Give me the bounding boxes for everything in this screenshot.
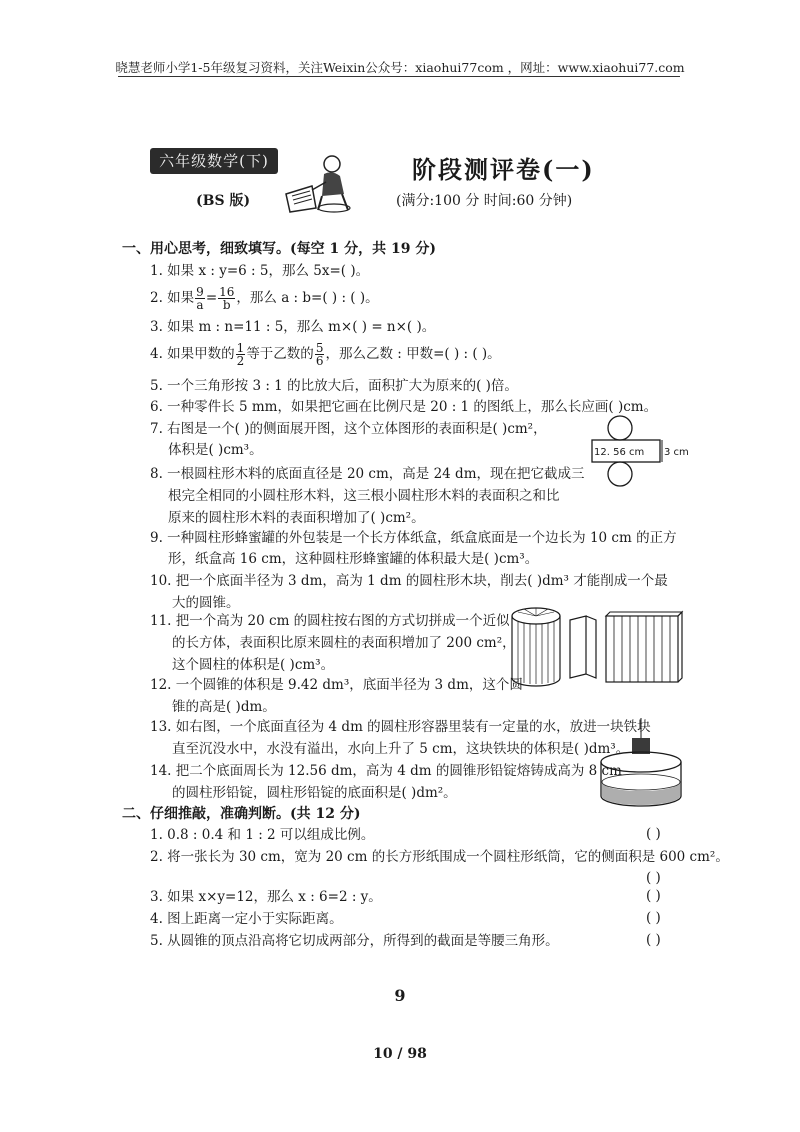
question-8-line-1: 8. 一根圆柱形木料的底面直径是 20 cm，高是 24 dm，现在把它截成三	[150, 466, 585, 482]
header-divider	[118, 76, 680, 77]
edition-label: (BS 版)	[196, 193, 251, 209]
judgement-3: 3. 如果 x×y=12，那么 x : 6=2 : y。	[150, 889, 382, 905]
question-10-line-1: 10. 把一个底面半径为 3 dm，高为 1 dm 的圆柱形木块，削去( )dm³ 才能削成一个最	[150, 573, 668, 589]
question-13-line-2: 直至沉没水中，水没有溢出，水向上升了 5 cm，这块铁块的体积是( )dm³。	[172, 741, 630, 757]
question-7-line-1: 7. 右图是一个( )的侧面展开图，这个立体图形的表面积是( )cm²，	[150, 421, 547, 437]
question-5: 5. 一个三角形按 3 : 1 的比放大后，面积扩大为原来的( )倍。	[150, 378, 518, 394]
net-bottom-circle	[608, 462, 632, 486]
judgement-5-answer-blank[interactable]: ( )	[646, 932, 661, 948]
question-4-text-b: 等于乙数的	[246, 346, 314, 362]
judgement-3-answer-blank[interactable]: ( )	[646, 888, 661, 904]
question-4-text-a: 4. 如果甲数的	[150, 346, 235, 362]
cylinder-net-figure	[580, 415, 690, 501]
net-top-circle	[608, 416, 632, 440]
question-12-line-2: 锥的高是( )dm。	[172, 699, 276, 715]
question-7-line-2: 体积是( )cm³。	[168, 442, 263, 458]
judgement-2: 2. 将一张长为 30 cm，宽为 20 cm 的长方形纸围成一个圆柱形纸筒，它的侧面积是 600 cm²。	[150, 849, 729, 865]
judgement-1-answer-blank[interactable]: ( )	[646, 826, 661, 842]
cylinder-cut-figure	[508, 604, 688, 690]
question-2-text-a: 2. 如果	[150, 290, 195, 306]
reading-figure-illustration	[282, 150, 362, 214]
question-6: 6. 一种零件长 5 mm，如果把它画在比例尺是 20 : 1 的图纸上，那么长应画( )cm。	[150, 399, 658, 415]
exam-title: 阶段测评卷(一)	[412, 155, 595, 184]
question-11-line-2: 的长方体，表面积比原来圆柱的表面积增加了 200 cm²，	[172, 635, 516, 651]
judgement-1: 1. 0.8 : 0.4 和 1 : 2 可以组成比例。	[150, 827, 375, 843]
question-4	[150, 342, 501, 367]
question-2: 2. 如果 $\frac{9}{a}$ = $\frac{16}{b}$ ，那么 a : b=( ) : ( )。	[150, 285, 379, 312]
fraction-16-over-b: $\frac{16}{b}$	[219, 285, 235, 312]
question-11-line-1: 11. 把一个高为 20 cm 的圆柱按右图的方式切拼成一个近似	[150, 613, 510, 629]
score-and-time: (满分:100 分 时间:60 分钟)	[396, 193, 573, 209]
question-12-line-1: 12. 一个圆锥的体积是 9.42 dm³，底面半径为 3 dm，这个圆	[150, 677, 523, 693]
net-width-label: 12. 56 cm	[594, 447, 645, 458]
question-10-line-2: 大的圆锥。	[172, 595, 240, 611]
fraction-five-sixths: $\frac{5}{6}$	[315, 341, 324, 368]
judgement-2-answer-blank[interactable]: ( )	[646, 870, 661, 886]
question-9-line-1: 9. 一种圆柱形蜂蜜罐的外包装是一个长方体纸盒，纸盒底面是一个边长为 10 cm 的正方	[150, 530, 677, 546]
page-number: 9	[394, 986, 406, 1005]
grade-badge: 六年级数学(下)	[150, 148, 278, 174]
section-1-heading: 一、用心思考，细致填写。(每空 1 分，共 19 分)	[122, 241, 436, 257]
judgement-4: 4. 图上距离一定小于实际距离。	[150, 911, 343, 927]
question-9-line-2: 形，纸盒高 16 cm，这种圆柱形蜂蜜罐的体积最大是( )cm³。	[168, 551, 539, 567]
judgement-5: 5. 从圆锥的顶点沿高将它切成两部分，所得到的截面是等腰三角形。	[150, 933, 559, 949]
site-banner: 晓慧老师小学1-5年级复习资料，关注Weixin公众号：xiaohui77com ，网址：www.xiaohui77.com	[115, 60, 685, 75]
judgement-4-answer-blank[interactable]: ( )	[646, 910, 661, 926]
question-2-text-b: ，那么 a : b=( ) : ( )。	[236, 290, 379, 306]
section-2-heading: 二、仔细推敲，准确判断。(共 12 分)	[122, 806, 361, 822]
question-1: 1. 如果 x : y=6 : 5，那么 5x=( )。	[150, 263, 370, 279]
question-8-line-3: 原来的圆柱形木料的表面积增加了( )cm²。	[168, 510, 425, 526]
question-8-line-2: 根完全相同的小圆柱形木料，这三根小圆柱形木料的表面积之和比	[168, 488, 560, 504]
question-14-line-2: 的圆柱形铅锭，圆柱形铅锭的底面积是( )dm²。	[172, 785, 457, 801]
document-page-counter: 10 / 98	[373, 1046, 427, 1062]
question-4-text-c: ，那么乙数 : 甲数=( ) : ( )。	[325, 346, 501, 362]
fraction-9-over-a: $\frac{9}{a}$	[196, 285, 204, 312]
question-3: 3. 如果 m : n=11 : 5，那么 m×( ) = n×( )。	[150, 319, 436, 335]
net-height-label: 3 cm	[664, 447, 689, 458]
question-13-line-1: 13. 如右图，一个底面直径为 4 dm 的圆柱形容器里装有一定量的水，放进一块铁块	[150, 719, 651, 735]
question-11-line-3: 这个圆柱的体积是( )cm³。	[172, 657, 335, 673]
fraction-one-half: $\frac{1}{2}$	[236, 341, 245, 368]
question-14-line-1: 14. 把二个底面周长为 12.56 dm，高为 4 dm 的圆锥形铅锭熔铸成高为 8 cm	[150, 763, 622, 779]
